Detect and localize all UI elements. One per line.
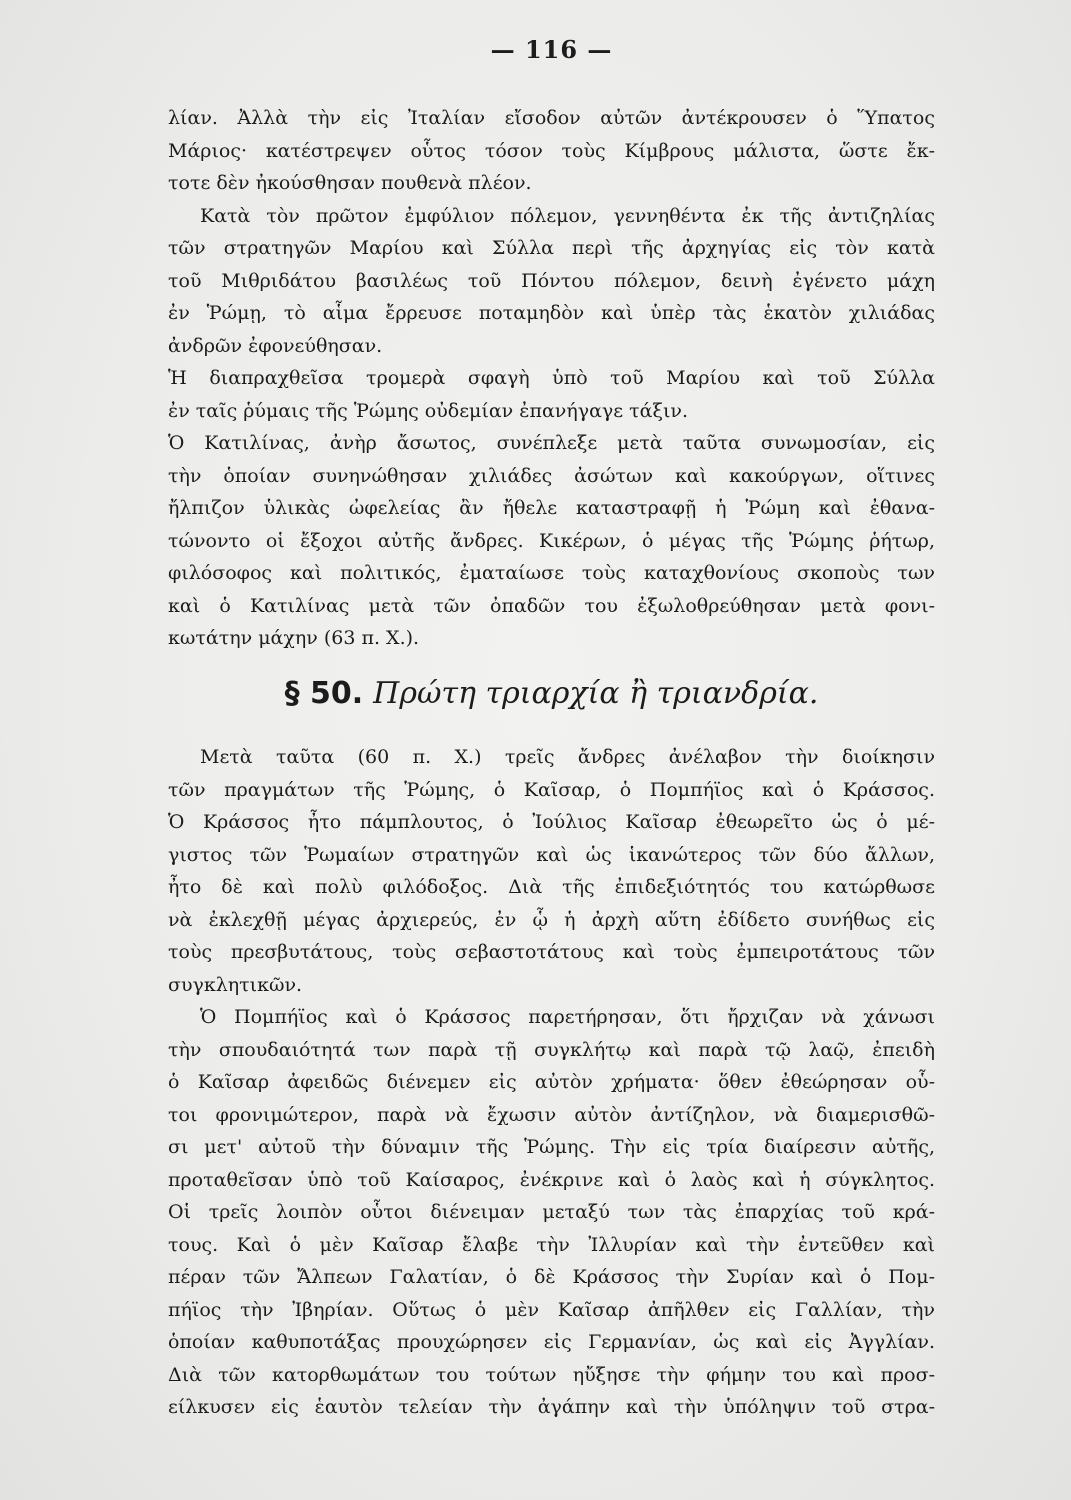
text-line: τοὺς πρεσβυτάτους, τοὺς σεβαστοτάτους καὶ τοὺς ἐμπειροτάτους τῶν [168,941,935,963]
text-line: είλκυσεν εἰς ἑαυτὸν τελείαν τὴν ἀγάπην καὶ τὴν ὑπόληψιν τοῦ στρα- [168,1396,935,1418]
text-line: Ὁ Κατιλίνας, ἀνὴρ ἄσωτος, συνέπλεξε μετὰ ταῦτα συνωμοσίαν, εἰς [168,432,935,454]
text-line: ἦτο δὲ καὶ πολὺ φιλόδοξος. Διὰ τῆς ἐπιδεξιότητός του κατώρθωσε [168,876,935,898]
text-line: λίαν. Ἀλλὰ τὴν εἰς Ἰταλίαν εἴσοδον αὐτῶν ἀντέκρουσεν ὁ Ὕπατος [168,107,935,129]
text-line: ὁ Καῖσαρ ἀφειδῶς διένεμεν εἰς αὐτὸν χρήματα· ὅθεν ἐθεώρησαν οὗ- [168,1071,935,1093]
text-line: τὴν ὁποίαν συνηνώθησαν χιλιάδες ἀσώτων καὶ κακούργων, οἵτινες [168,464,935,487]
text-line: νὰ ἐκλεχθῇ μέγας ἀρχιερεύς, ἐν ᾧ ἡ ἀρχὴ αὕτη ἐδίδετο συνήθως εἰς [168,908,935,931]
text-line: Διὰ τῶν κατορθωμάτων του τούτων ηὔξησε τὴν φήμην του καὶ προσ- [168,1363,935,1386]
section-title: Πρώτη τριαρχία ἢ τριανδρία. [373,676,819,711]
text-line: σι μετ' αὐτοῦ τὴν δύναμιν τῆς Ῥώμης. Τὴν εἰς τρία διαίρεσιν αὐτῆς, [168,1136,935,1158]
text-line: τῶν στρατηγῶν Μαρίου καὶ Σύλλα περὶ τῆς ἀρχηγίας εἰς τὸν κατὰ [168,237,935,259]
text-line: φιλόσοφος καὶ πολιτικός, ἐματαίωσε τοὺς καταχθονίους σκοποὺς των [168,562,935,584]
text-line: ἤλπιζον ὑλικὰς ὠφελείας ἂν ἤθελε καταστραφῇ ἡ Ῥώμη καὶ ἐθανα- [168,497,935,519]
text-line: ἀνδρῶν ἐφονεύθησαν. [168,334,383,357]
text-line: τῶν πραγμάτων τῆς Ῥώμης, ὁ Καῖσαρ, ὁ Πομπήϊος καὶ ὁ Κράσσος. [168,778,935,801]
text-line: καὶ ὁ Κατιλίνας μετὰ τῶν ὀπαδῶν του ἐξωλοθρεύθησαν μετὰ φονι- [168,594,935,617]
text-line: Οἱ τρεῖς λοιπὸν οὗτοι διένειμαν μεταξύ των τὰς ἐπαρχίας τοῦ κρά- [168,1201,935,1223]
text-line: Ὁ Πομπήϊος καὶ ὁ Κράσσος παρετήρησαν, ὅτι ἤρχιζαν νὰ χάνωσι [200,1006,935,1028]
text-line: τους. Καὶ ὁ μὲν Καῖσαρ ἔλαβε τὴν Ἰλλυρίαν καὶ τὴν ἐντεῦθεν καὶ [168,1233,935,1256]
text-line: Μετὰ ταῦτα (60 π. Χ.) τρεῖς ἄνδρες ἀνέλαβον τὴν διοίκησιν [200,746,935,768]
text-line: τοῦ Μιθριδάτου βασιλέως τοῦ Πόντου πόλεμον, δεινὴ ἐγένετο μάχη [168,269,935,292]
text-line: κωτάτην μάχην (63 π. Χ.). [168,627,420,649]
text-line: ἐν ταῖς ῥύμαις τῆς Ῥώμης οὐδεμίαν ἐπανήγαγε τάξιν. [168,399,688,422]
text-line: τὴν σπουδαιότητά των παρὰ τῇ συγκλήτῳ καὶ παρὰ τῷ λαῷ, ἐπειδὴ [168,1038,935,1061]
body-text-section-50 [168,741,935,1424]
text-line: Ἡ διαπραχθεῖσα τρομερὰ σφαγὴ ὑπὸ τοῦ Μαρίου καὶ τοῦ Σύλλα [168,367,935,389]
section-heading [168,670,935,718]
text-line: πέραν τῶν Ἄλπεων Γαλατίαν, ὁ δὲ Κράσσος τὴν Συρίαν καὶ ὁ Πομ- [168,1266,935,1288]
text-line: συγκλητικῶν. [168,973,303,996]
text-line: πήϊος τὴν Ἰβηρίαν. Οὕτως ὁ μὲν Καῖσαρ ἀπῆλθεν εἰς Γαλλίαν, τὴν [168,1298,935,1321]
body-text-before-section [168,102,935,655]
text-line: τώνοντο οἱ ἔξοχοι αὐτῆς ἄνδρες. Κικέρων, ὁ μέγας τῆς Ῥώμης ῥήτωρ, [168,529,935,552]
text-line: ὁποίαν καθυποτάξας προυχώρησεν εἰς Γερμανίαν, ὡς καὶ εἰς Ἀγγλίαν. [168,1331,935,1353]
text-line: Ὁ Κράσσος ἦτο πάμπλουτος, ὁ Ἰούλιος Καῖσαρ ἐθεωρεῖτο ὡς ὁ μέ- [168,811,935,833]
text-line: ἐν Ῥώμῃ, τὸ αἷμα ἔρρευσε ποταμηδὸν καὶ ὑπὲρ τὰς ἑκατὸν χιλιάδας [168,302,935,324]
text-line: τοι φρονιμώτερον, παρὰ νὰ ἔχωσιν αὐτὸν ἀντίζηλον, νὰ διαμερισθῶ- [168,1103,935,1126]
text-line: Μάριος· κατέστρεψεν οὗτος τόσον τοὺς Κίμβρους μάλιστα, ὥστε ἔκ- [168,139,935,162]
text-line: τοτε δὲν ἠκούσθησαν πουθενὰ πλέον. [168,172,532,194]
text-line: προταθεῖσαν ὑπὸ τοῦ Καίσαρος, ἐνέκρινε καὶ ὁ λαὸς καὶ ἡ σύγκλητος. [168,1168,935,1191]
text-line: γιστος τῶν Ῥωμαίων στρατηγῶν καὶ ὡς ἱκανώτερος τῶν δύο ἄλλων, [168,843,935,866]
section-number: § 50. [284,676,364,711]
text-line: Κατὰ τὸν πρῶτον ἐμφύλιον πόλεμον, γεννηθέντα ἐκ τῆς ἀντιζηλίας [200,204,935,227]
page-number: — 116 — [490,35,613,64]
